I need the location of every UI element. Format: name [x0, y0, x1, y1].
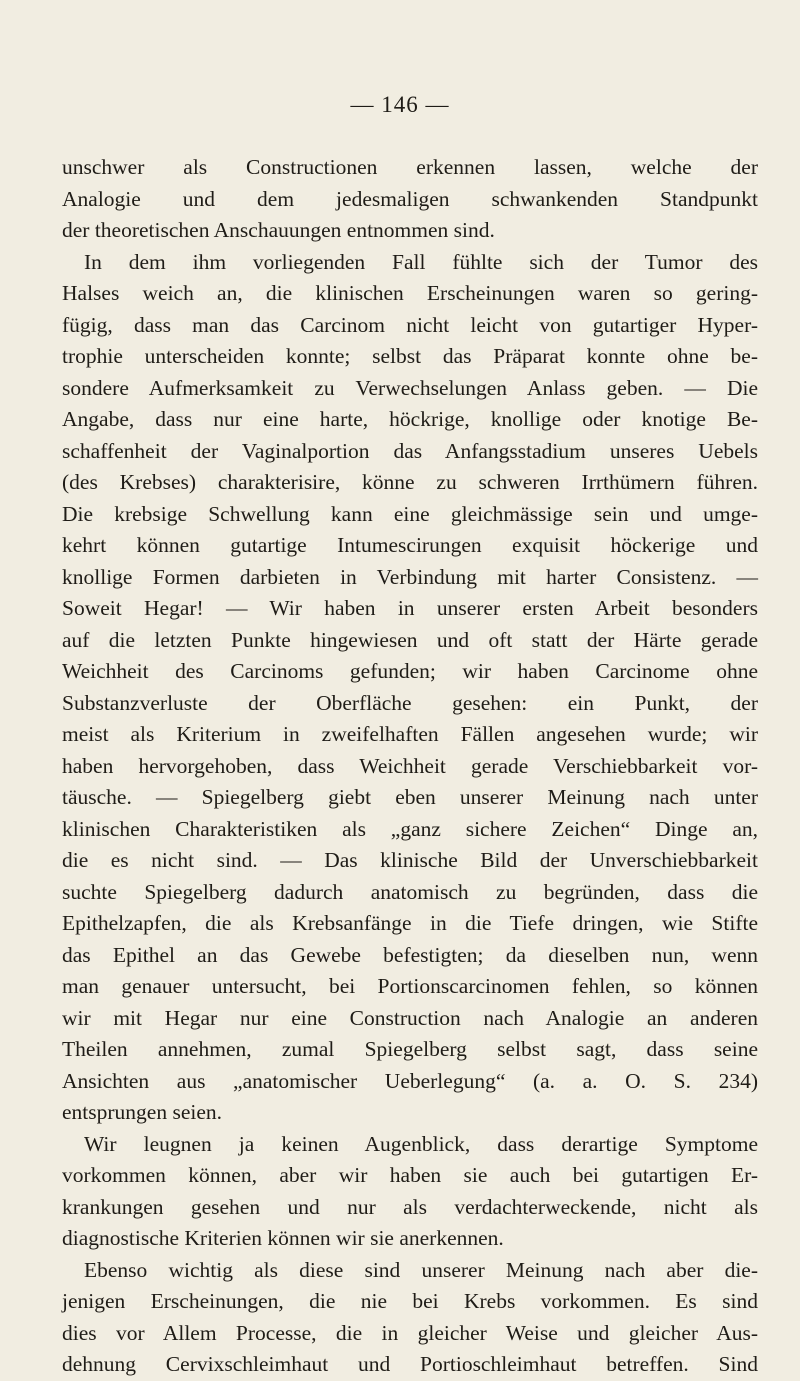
body-text	[62, 152, 758, 1381]
text-line: haben hervorgehoben, dass Weichheit gerade Verschiebbarkeit vor-	[62, 753, 758, 778]
text-line: dies vor Allem Processe, die in gleicher Weise und gleicher Aus-	[62, 1320, 758, 1345]
text-line: kehrt können gutartige Intumescirungen exquisit höckerige und	[62, 533, 758, 557]
text-line: die es nicht sind. — Das klinische Bild der Unverschiebbarkeit	[62, 848, 758, 872]
page-number-header: — 146 —	[350, 92, 450, 117]
text-line: Wir leugnen ja keinen Augenblick, dass derartige Symptome	[84, 1131, 758, 1156]
text-line: (des Krebses) charakterisire, könne zu schweren Irrthümern führen.	[62, 470, 758, 494]
text-line: vorkommen können, aber wir haben sie auch bei gutartigen Er-	[62, 1163, 758, 1187]
text-line: Ansichten aus „anatomischer Ueberlegung“ (a. a. O. S. 234)	[62, 1068, 758, 1093]
text-line: krankungen gesehen und nur als verdachterweckende, nicht als	[62, 1194, 758, 1219]
text-line: jenigen Erscheinungen, die nie bei Krebs vorkommen. Es sind	[62, 1289, 758, 1313]
text-line: Analogie und dem jedesmaligen schwankenden Standpunkt	[62, 186, 758, 211]
text-line: Angabe, dass nur eine harte, höckrige, knollige oder knotige Be-	[62, 407, 758, 431]
text-line: suchte Spiegelberg dadurch anatomisch zu begründen, dass die	[62, 879, 758, 904]
text-line: schaffenheit der Vaginalportion das Anfangsstadium unseres Uebels	[62, 438, 758, 463]
text-line: Theilen annehmen, zumal Spiegelberg selbst sagt, dass seine	[62, 1037, 758, 1061]
text-line: meist als Kriterium in zweifelhaften Fällen angesehen wurde; wir	[62, 722, 758, 746]
text-line: der theoretischen Anschauungen entnommen sind.	[62, 218, 495, 242]
text-line: dehnung Cervixschleimhaut und Portioschleimhaut betreffen. Sind	[62, 1352, 758, 1376]
text-line: auf die letzten Punkte hingewiesen und oft statt der Härte gerade	[62, 627, 758, 652]
text-line: unschwer als Constructionen erkennen lassen, welche der	[62, 155, 758, 179]
text-line: Ebenso wichtig als diese sind unserer Meinung nach aber die-	[84, 1257, 758, 1282]
text-line: entsprungen seien.	[62, 1100, 223, 1124]
text-line: diagnostische Kriterien können wir sie anerkennen.	[62, 1226, 504, 1250]
text-line: Weichheit des Carcinoms gefunden; wir haben Carcinome ohne	[62, 659, 758, 683]
text-line: klinischen Charakteristiken als „ganz sichere Zeichen“ Dinge an,	[62, 816, 758, 841]
text-line: Substanzverluste der Oberfläche gesehen: ein Punkt, der	[62, 690, 758, 715]
text-line: Die krebsige Schwellung kann eine gleichmässige sein und umge-	[62, 501, 758, 526]
text-line: Halses weich an, die klinischen Erscheinungen waren so gering-	[62, 281, 758, 305]
text-line: In dem ihm vorliegenden Fall fühlte sich der Tumor des	[84, 249, 758, 274]
text-line: Soweit Hegar! — Wir haben in unserer ersten Arbeit besonders	[62, 596, 758, 620]
text-line: täusche. — Spiegelberg giebt eben unserer Meinung nach unter	[62, 785, 758, 809]
text-line: wir mit Hegar nur eine Construction nach Analogie an anderen	[62, 1005, 758, 1030]
text-line: trophie unterscheiden konnte; selbst das Präparat konnte ohne be-	[62, 344, 758, 368]
text-line: knollige Formen darbieten in Verbindung mit harter Consistenz. —	[62, 564, 758, 589]
text-line: Epithelzapfen, die als Krebsanfänge in die Tiefe dringen, wie Stifte	[62, 911, 758, 935]
text-line: man genauer untersucht, bei Portionscarcinomen fehlen, so können	[62, 974, 758, 998]
text-line: das Epithel an das Gewebe befestigten; da dieselben nun, wenn	[62, 942, 758, 967]
text-line: fügig, dass man das Carcinom nicht leicht von gutartiger Hyper-	[62, 312, 758, 337]
text-line: sondere Aufmerksamkeit zu Verwechselungen Anlass geben. — Die	[62, 375, 758, 400]
